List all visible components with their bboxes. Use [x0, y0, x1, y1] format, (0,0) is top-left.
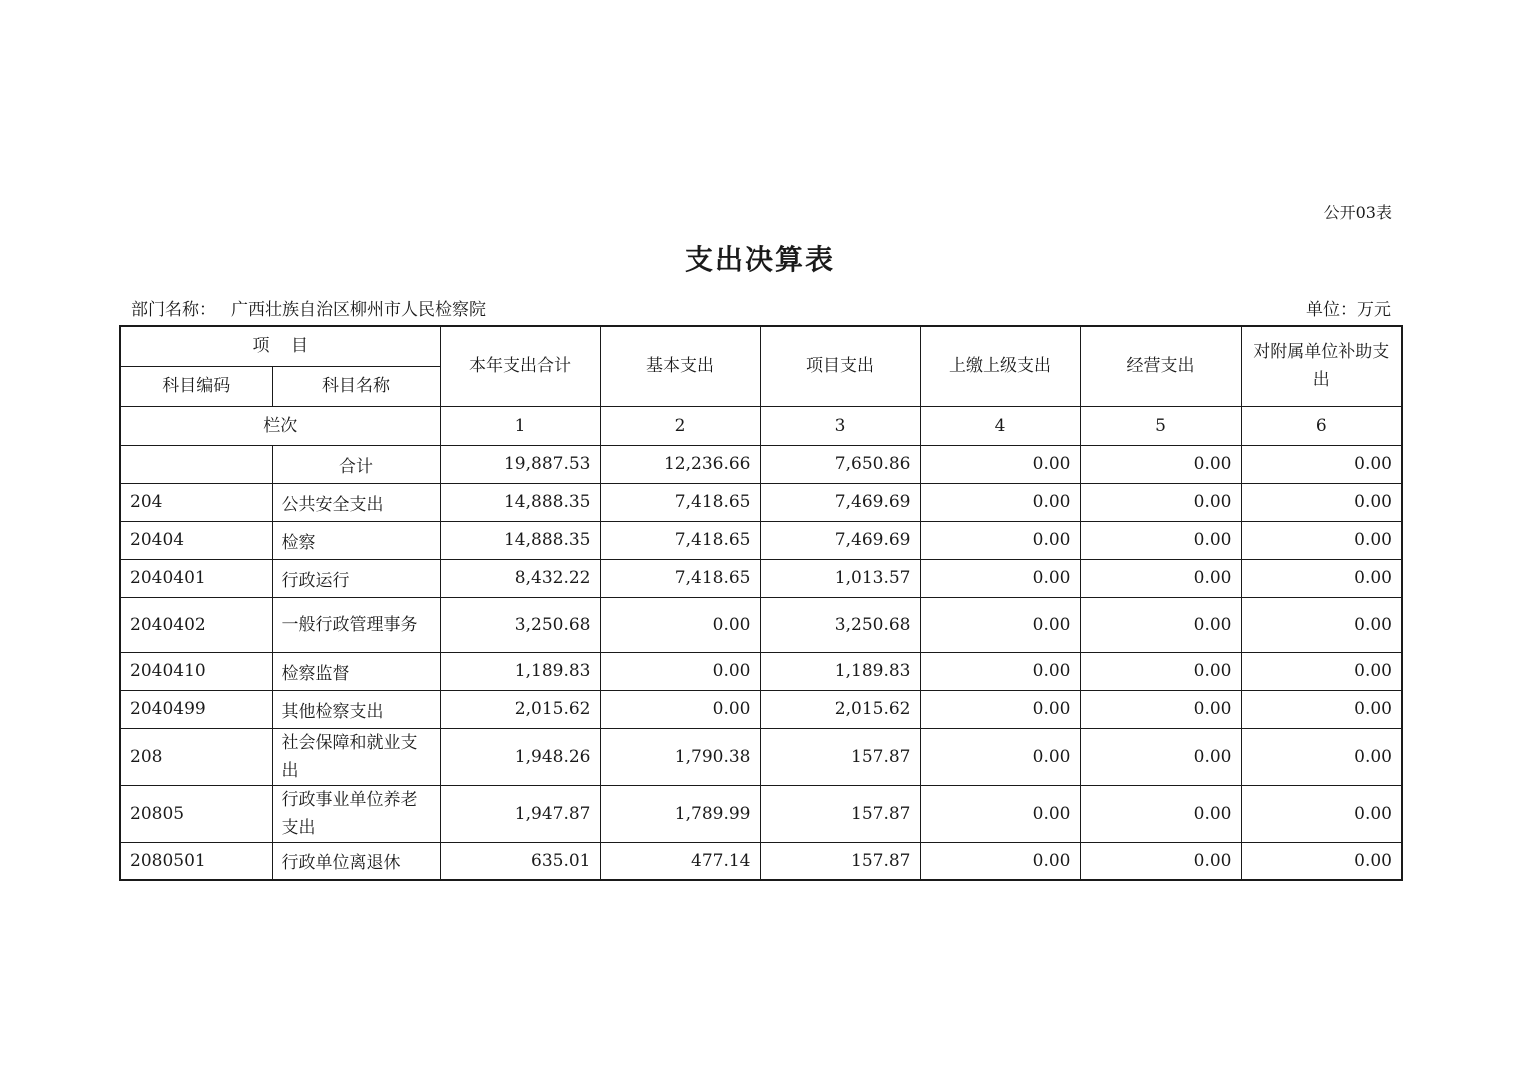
cell-remit: 0.00 — [920, 559, 1080, 597]
table-row — [120, 690, 1402, 728]
cell-subsidy: 0.00 — [1241, 445, 1402, 483]
cell-remit: 0.00 — [920, 652, 1080, 690]
cell-project: 157.87 — [760, 785, 920, 842]
cell-basic: 0.00 — [600, 597, 760, 652]
cell-basic: 1,789.99 — [600, 785, 760, 842]
col-num: 4 — [920, 406, 1080, 445]
cell-basic: 477.14 — [600, 842, 760, 880]
cell-code: 2040499 — [120, 690, 272, 728]
cell-total: 1,189.83 — [440, 652, 600, 690]
cell-project: 7,469.69 — [760, 483, 920, 521]
cell-total: 3,250.68 — [440, 597, 600, 652]
cell-total: 1,947.87 — [440, 785, 600, 842]
cell-code: 2040410 — [120, 652, 272, 690]
cell-subsidy: 0.00 — [1241, 521, 1402, 559]
cell-basic: 12,236.66 — [600, 445, 760, 483]
col-num: 6 — [1241, 406, 1402, 445]
cell-code: 2040401 — [120, 559, 272, 597]
unit-label: 单位：万元 — [1306, 300, 1391, 320]
cell-subsidy: 0.00 — [1241, 842, 1402, 880]
cell-basic: 7,418.65 — [600, 483, 760, 521]
page-title: 支出决算表 — [684, 243, 835, 276]
cell-remit: 0.00 — [920, 521, 1080, 559]
dept-name: 广西壮族自治区柳州市人民检察院 — [231, 300, 486, 320]
table-row — [120, 652, 1402, 690]
header-item: 项 目 — [120, 326, 440, 366]
table-row — [120, 728, 1402, 785]
cell-total: 1,948.26 — [440, 728, 600, 785]
cell-total: 635.01 — [440, 842, 600, 880]
header-basic: 基本支出 — [600, 326, 760, 406]
table-row — [120, 785, 1402, 842]
cell-name: 检察监督 — [272, 652, 440, 690]
cell-remit: 0.00 — [920, 597, 1080, 652]
cell-code: 204 — [120, 483, 272, 521]
cell-name: 合计 — [272, 445, 440, 483]
cell-basic: 0.00 — [600, 652, 760, 690]
cell-remit: 0.00 — [920, 842, 1080, 880]
table-row — [120, 842, 1402, 880]
cell-project: 1,189.83 — [760, 652, 920, 690]
cell-name: 其他检察支出 — [272, 690, 440, 728]
header-subsidy: 对附属单位补助支出 — [1241, 326, 1402, 406]
header-remit: 上缴上级支出 — [920, 326, 1080, 406]
cell-name: 检察 — [272, 521, 440, 559]
cell-business: 0.00 — [1080, 690, 1241, 728]
cell-total: 14,888.35 — [440, 483, 600, 521]
cell-business: 0.00 — [1080, 728, 1241, 785]
col-num: 1 — [440, 406, 600, 445]
cell-business: 0.00 — [1080, 445, 1241, 483]
cell-subsidy: 0.00 — [1241, 483, 1402, 521]
header-code: 科目编码 — [120, 366, 272, 406]
cell-remit: 0.00 — [920, 445, 1080, 483]
cell-subsidy: 0.00 — [1241, 728, 1402, 785]
header-total: 本年支出合计 — [440, 326, 600, 406]
cell-remit: 0.00 — [920, 483, 1080, 521]
cell-subsidy: 0.00 — [1241, 690, 1402, 728]
cell-name: 行政运行 — [272, 559, 440, 597]
col-num: 5 — [1080, 406, 1241, 445]
cell-code: 208 — [120, 728, 272, 785]
meta-row — [131, 295, 1391, 320]
cell-subsidy: 0.00 — [1241, 559, 1402, 597]
cell-subsidy: 0.00 — [1241, 597, 1402, 652]
cell-project: 7,469.69 — [760, 521, 920, 559]
cell-code: 2040402 — [120, 597, 272, 652]
cell-basic: 7,418.65 — [600, 559, 760, 597]
cell-project: 7,650.86 — [760, 445, 920, 483]
cell-total: 2,015.62 — [440, 690, 600, 728]
table-row — [120, 521, 1402, 559]
cell-business: 0.00 — [1080, 652, 1241, 690]
cell-name: 一般行政管理事务 — [272, 597, 440, 652]
col-num: 2 — [600, 406, 760, 445]
cell-subsidy: 0.00 — [1241, 652, 1402, 690]
cell-name: 社会保障和就业支出 — [272, 728, 440, 785]
cell-subsidy: 0.00 — [1241, 785, 1402, 842]
cell-remit: 0.00 — [920, 690, 1080, 728]
cell-code: 2080501 — [120, 842, 272, 880]
dept-label: 部门名称： — [131, 300, 216, 320]
cell-code — [120, 445, 272, 483]
cell-business: 0.00 — [1080, 842, 1241, 880]
cell-basic: 0.00 — [600, 690, 760, 728]
col-num: 3 — [760, 406, 920, 445]
cell-total: 19,887.53 — [440, 445, 600, 483]
cell-basic: 7,418.65 — [600, 521, 760, 559]
header-name: 科目名称 — [272, 366, 440, 406]
form-code: 公开03表 — [1323, 203, 1392, 222]
cell-project: 157.87 — [760, 842, 920, 880]
cell-code: 20404 — [120, 521, 272, 559]
cell-business: 0.00 — [1080, 521, 1241, 559]
cell-remit: 0.00 — [920, 728, 1080, 785]
cell-project: 157.87 — [760, 728, 920, 785]
cell-code: 20805 — [120, 785, 272, 842]
header-business: 经营支出 — [1080, 326, 1241, 406]
table-row — [120, 559, 1402, 597]
cell-name: 行政单位离退休 — [272, 842, 440, 880]
table-row — [120, 445, 1402, 483]
table-row — [120, 483, 1402, 521]
table-row — [120, 597, 1402, 652]
cell-project: 2,015.62 — [760, 690, 920, 728]
cell-remit: 0.00 — [920, 785, 1080, 842]
cell-name: 公共安全支出 — [272, 483, 440, 521]
cell-name: 行政事业单位养老支出 — [272, 785, 440, 842]
cell-total: 14,888.35 — [440, 521, 600, 559]
header-project: 项目支出 — [760, 326, 920, 406]
cell-total: 8,432.22 — [440, 559, 600, 597]
cell-business: 0.00 — [1080, 559, 1241, 597]
cell-project: 3,250.68 — [760, 597, 920, 652]
cell-project: 1,013.57 — [760, 559, 920, 597]
cell-basic: 1,790.38 — [600, 728, 760, 785]
cell-business: 0.00 — [1080, 597, 1241, 652]
cell-business: 0.00 — [1080, 785, 1241, 842]
cell-business: 0.00 — [1080, 483, 1241, 521]
expenditure-table — [119, 325, 1403, 881]
header-col-index: 栏次 — [120, 406, 440, 445]
